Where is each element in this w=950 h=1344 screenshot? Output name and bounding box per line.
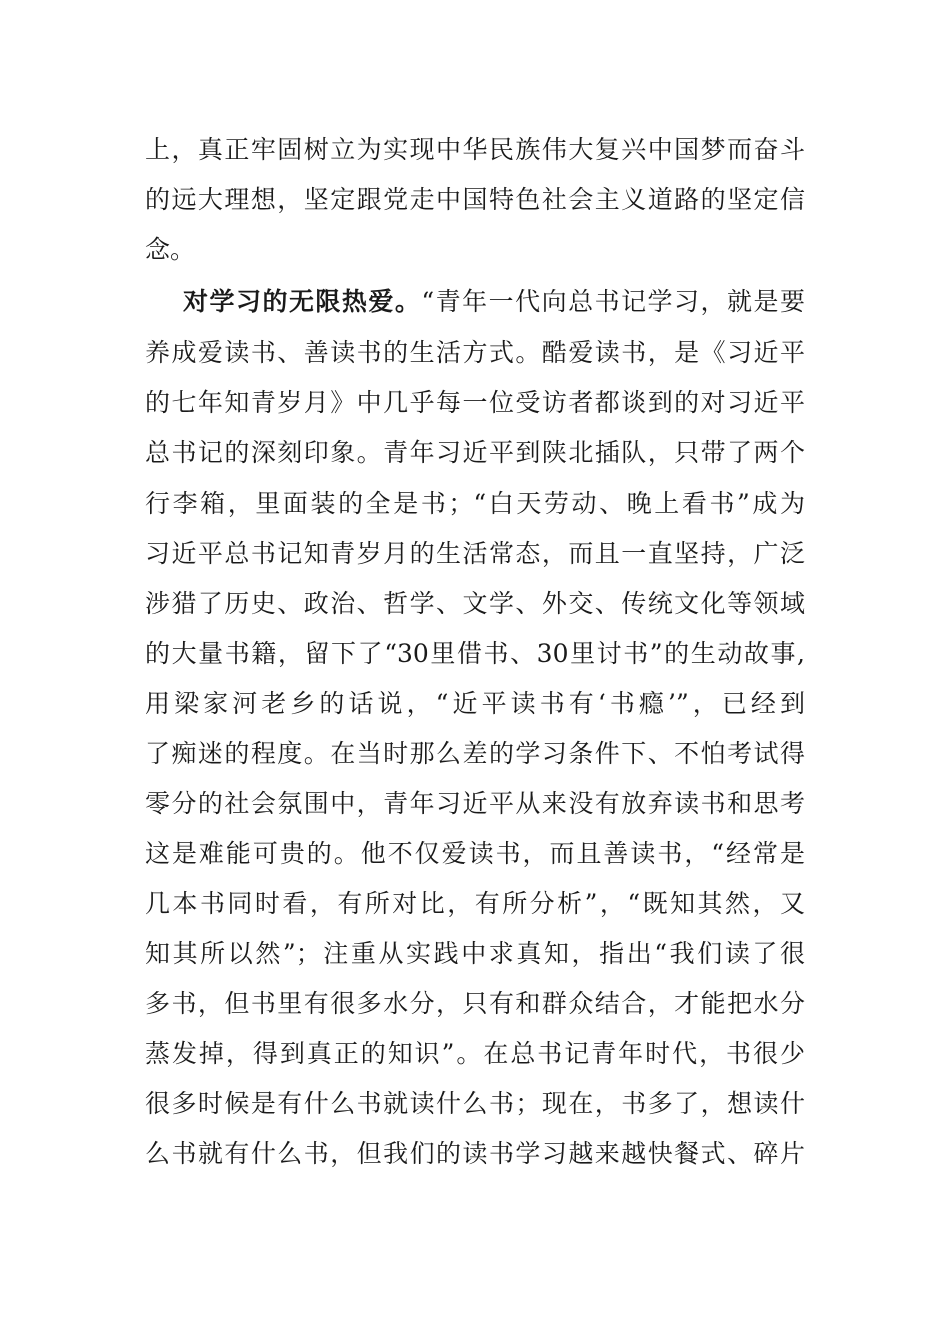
paragraph2-line-18: 么书就有什么书，但我们的读书学习越来越快餐式、碎片	[145, 1139, 805, 1168]
paragraph2-first-line	[183, 282, 805, 322]
paragraph2-line-7: 涉猎了历史、政治、哲学、文学、外交、传统文化等领域	[145, 589, 805, 618]
paragraph1-line-2: 的远大理想，坚定跟党走中国特色社会主义道路的坚定信	[145, 185, 805, 214]
paragraph2-line-9: 用梁家河老乡的话说，“近平读书有‘书瘾’”，已经到	[145, 689, 805, 718]
paragraph2-line-15: 多书，但书里有很多水分，只有和群众结合，才能把水分	[145, 989, 805, 1018]
paragraph1-line-1: 上，真正牢固树立为实现中华民族伟大复兴中国梦而奋斗	[145, 135, 805, 164]
paragraph2-line-6: 习近平总书记知青岁月的生活常态，而且一直坚持，广泛	[145, 539, 805, 568]
paragraph2-first-line-text: “青年一代向总书记学习，就是要	[421, 287, 805, 316]
paragraph2-line-11: 零分的社会氛围中，青年习近平从来没有放弃读书和思考	[145, 789, 805, 818]
paragraph2-line-5: 行李箱，里面装的全是书；“白天劳动、晚上看书”成为	[145, 489, 805, 518]
paragraph1-line-3: 念。	[145, 235, 196, 264]
paragraph2-line-16: 蒸发掉，得到真正的知识”。在总书记青年时代，书很少	[145, 1039, 805, 1068]
paragraph2-line-2: 养成爱读书、善读书的生活方式。酷爱读书，是《习近平	[145, 338, 805, 367]
paragraph2-line-4: 总书记的深刻印象。青年习近平到陕北插队，只带了两个	[145, 438, 805, 467]
section-heading: 对学习的无限热爱。	[183, 287, 422, 316]
paragraph2-line-10: 了痴迷的程度。在当时那么差的学习条件下、不怕考试得	[145, 739, 805, 768]
paragraph2-line-3: 的七年知青岁月》中几乎每一位受访者都谈到的对习近平	[145, 388, 805, 417]
paragraph2-line-8: 的大量书籍，留下了“30里借书、30里讨书”的生动故事,	[145, 639, 805, 668]
paragraph2-line-13: 几本书同时看，有所对比，有所分析”，“既知其然，又	[145, 889, 805, 918]
paragraph2-line-17: 很多时候是有什么书就读什么书；现在，书多了，想读什	[145, 1089, 805, 1118]
paragraph2-line-12: 这是难能可贵的。他不仅爱读书，而且善读书，“经常是	[145, 839, 805, 868]
paragraph2-line-14: 知其所以然”；注重从实践中求真知，指出“我们读了很	[145, 939, 805, 968]
